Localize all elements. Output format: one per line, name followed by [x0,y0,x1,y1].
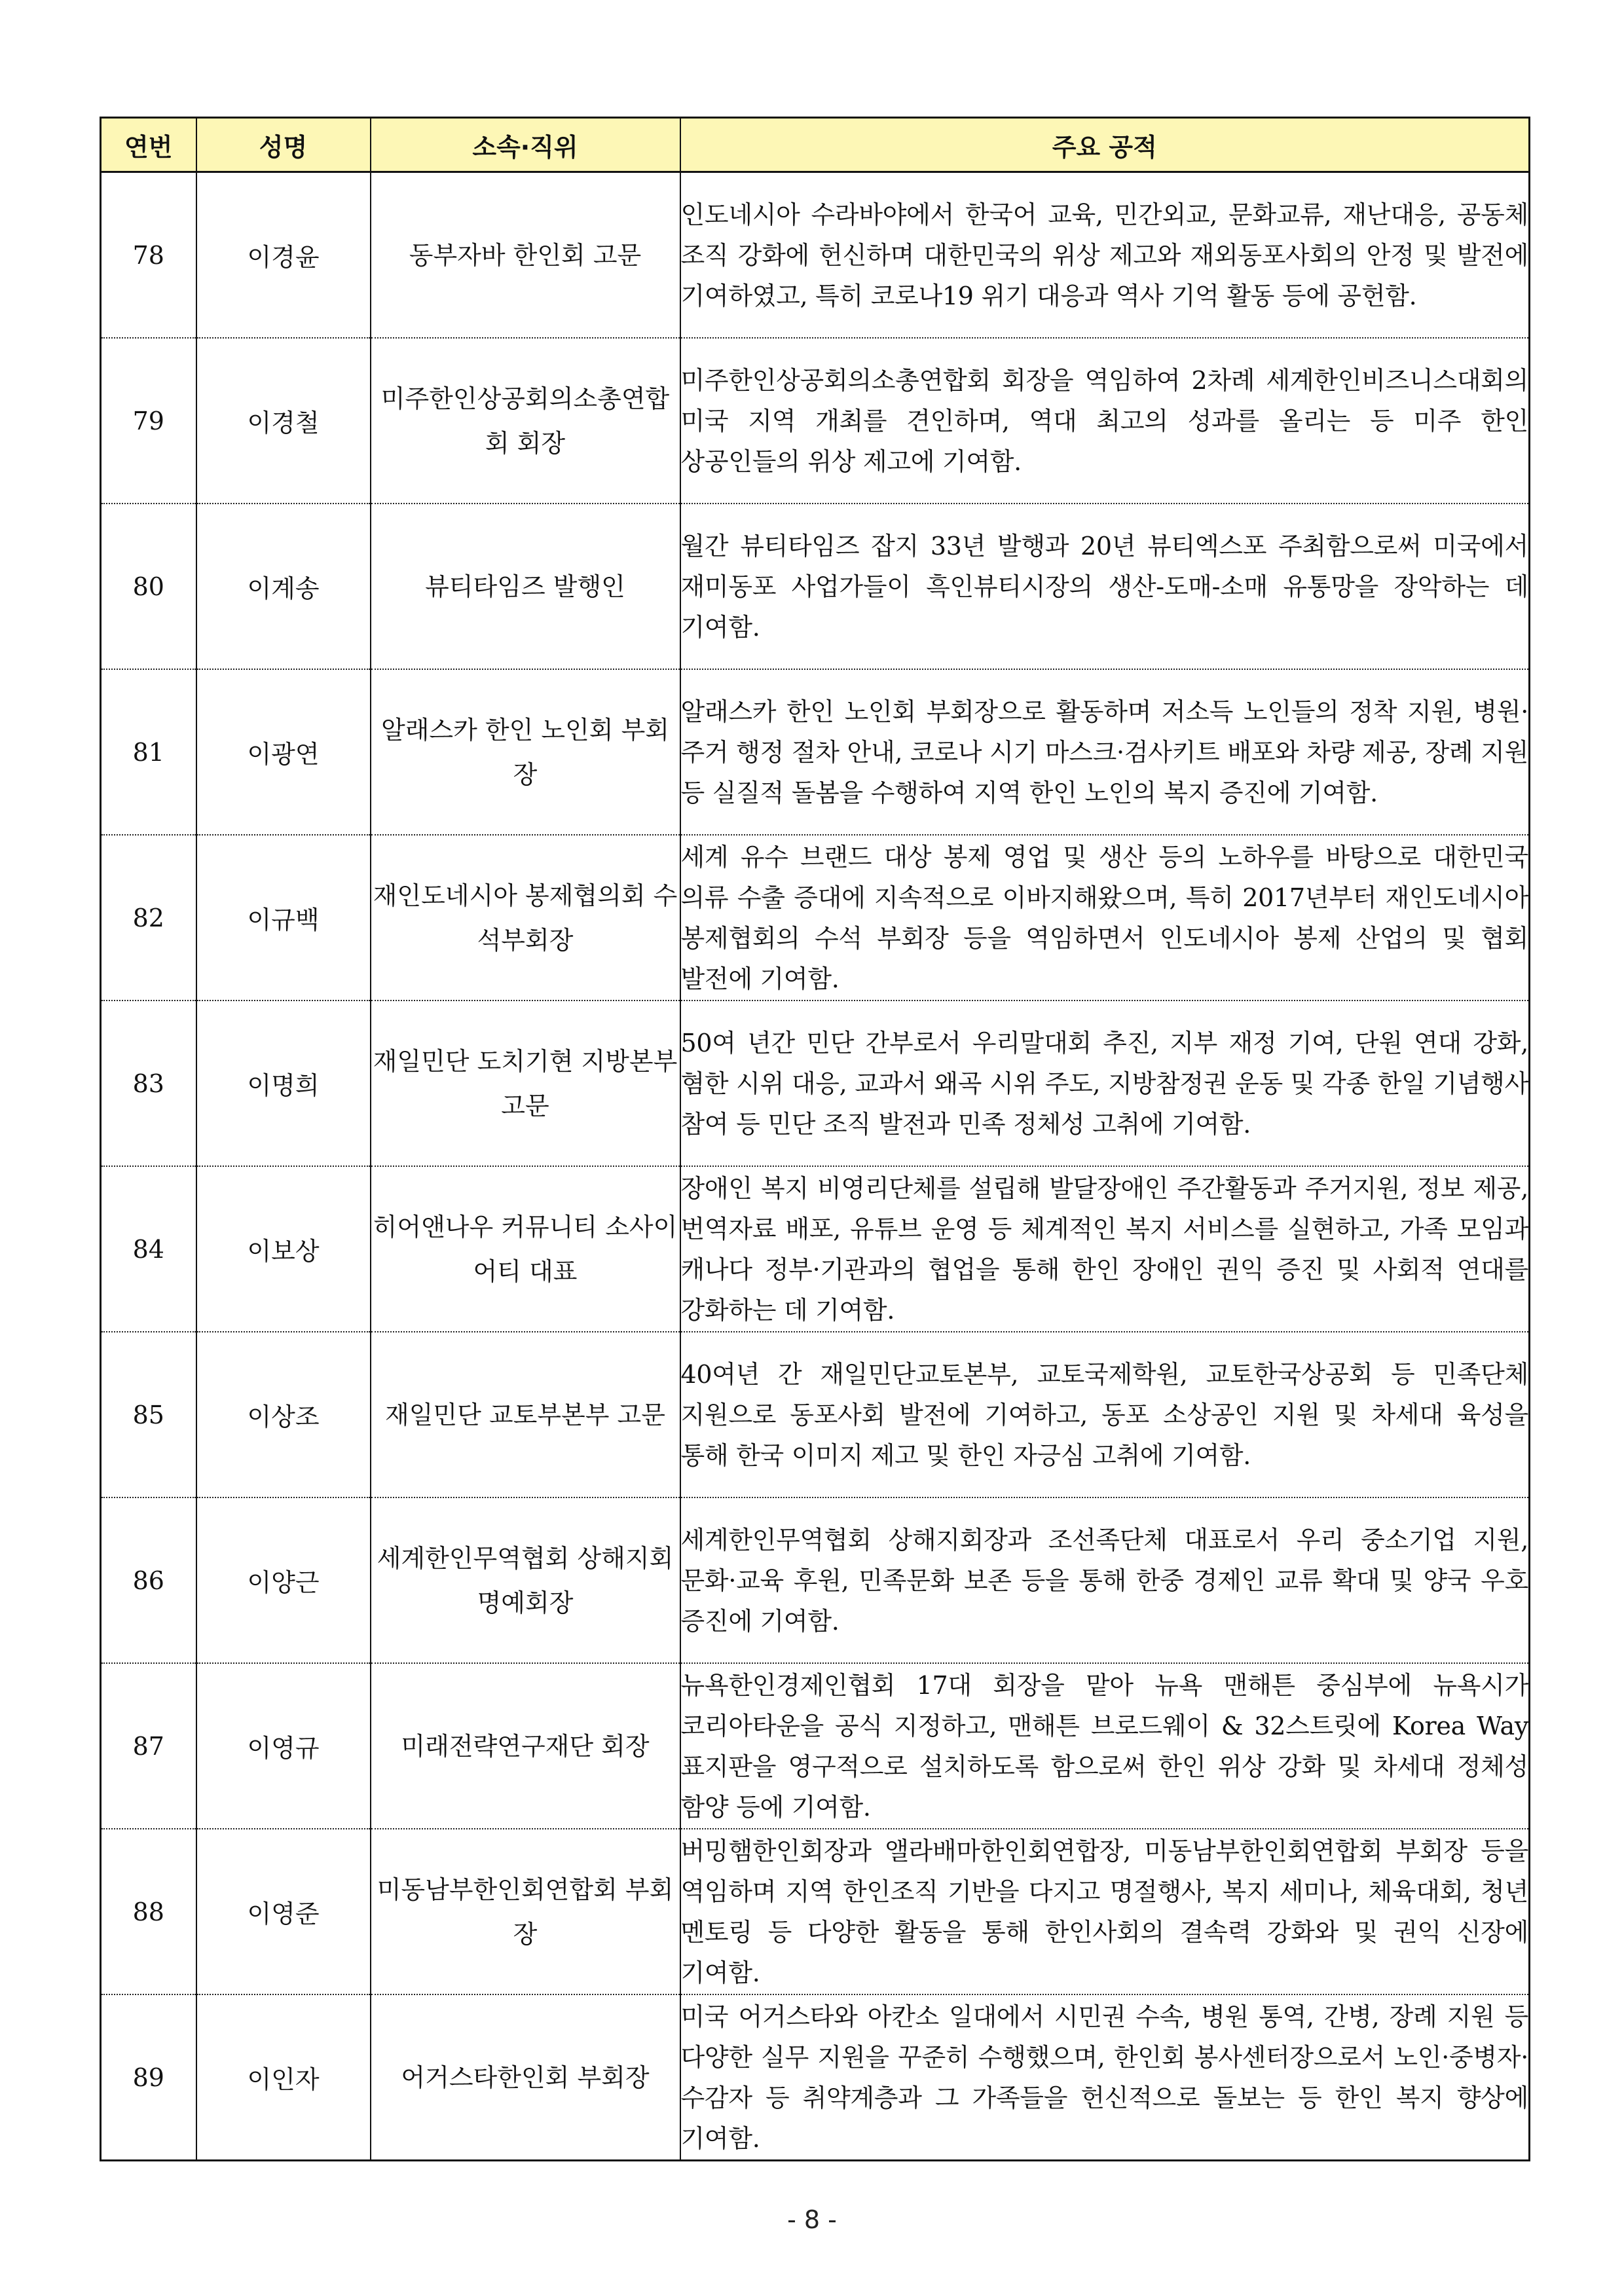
achievement-text: 40여년 간 재일민단교토본부, 교토국제학원, 교토한국상공회 등 민족단체 지원으로 동포사회 발전에 기여하고, 동포 소상공인 지원 및 차세대 육성을 통해 한국 이미지 제고 및 한인 자긍심 고취에 기여함. [680,1332,1530,1497]
person-name: 이계송 [196,504,371,669]
row-number: 84 [101,1166,196,1332]
achievement-text: 버밍햄한인회장과 앨라배마한인회연합장, 미동남부한인회연합회 부회장 등을 역임하며 지역 한인조직 기반을 다지고 명절행사, 복지 세미나, 체육대회, 청년 멘토링 등 다양한 활동을 통해 한인사회의 결속력 강화와 및 권익 신장에 기여함. [680,1829,1530,1994]
affiliation-title: 미동남부한인회연합회 부회장 [371,1829,680,1994]
row-number: 83 [101,1001,196,1166]
row-number: 85 [101,1332,196,1497]
person-name: 이경윤 [196,172,371,339]
person-name: 이보상 [196,1166,371,1332]
table-row [101,504,1530,669]
achievement-text: 월간 뷰티타임즈 잡지 33년 발행과 20년 뷰티엑스포 주최함으로써 미국에서 재미동포 사업가들이 흑인뷰티시장의 생산-도매-소매 유통망을 장악하는 데 기여함. [680,504,1530,669]
header-affiliation: 소속·직위 [371,118,680,172]
table-row [101,338,1530,504]
achievement-text: 인도네시아 수라바야에서 한국어 교육, 민간외교, 문화교류, 재난대응, 공동체 조직 강화에 헌신하며 대한민국의 위상 제고와 재외동포사회의 안정 및 발전에 기여하였고, 특히 코로나19 위기 대응과 역사 기억 활동 등에 공헌함. [680,172,1530,339]
row-number: 87 [101,1663,196,1829]
row-number: 82 [101,835,196,1001]
person-name: 이규백 [196,835,371,1001]
affiliation-title: 미래전략연구재단 회장 [371,1663,680,1829]
person-name: 이양근 [196,1497,371,1663]
affiliation-title: 동부자바 한인회 고문 [371,172,680,339]
header-achievement: 주요 공적 [680,118,1530,172]
person-name: 이상조 [196,1332,371,1497]
awards-table [100,117,1530,2161]
achievement-text: 세계한인무역협회 상해지회장과 조선족단체 대표로서 우리 중소기업 지원, 문화·교육 후원, 민족문화 보존 등을 통해 한중 경제인 교류 확대 및 양국 우호 증진에 기여함. [680,1497,1530,1663]
affiliation-title: 재인도네시아 봉제협의회 수석부회장 [371,835,680,1001]
affiliation-title: 뷰티타임즈 발행인 [371,504,680,669]
table-row [101,1166,1530,1332]
table-row [101,172,1530,339]
row-number: 88 [101,1829,196,1994]
affiliation-title: 미주한인상공회의소총연합회 회장 [371,338,680,504]
achievement-text: 알래스카 한인 노인회 부회장으로 활동하며 저소득 노인들의 정착 지원, 병원·주거 행정 절차 안내, 코로나 시기 마스크·검사키트 배포와 차량 제공, 장례 지원 등 실질적 돌봄을 수행하여 지역 한인 노인의 복지 증진에 기여함. [680,669,1530,835]
table-row [101,1829,1530,1994]
person-name: 이경철 [196,338,371,504]
header-name: 성명 [196,118,371,172]
table-header [101,118,1530,172]
achievement-text: 미국 어거스타와 아칸소 일대에서 시민권 수속, 병원 통역, 간병, 장례 지원 등 다양한 실무 지원을 꾸준히 수행했으며, 한인회 봉사센터장으로서 노인·중병자·수감자 등 취약계층과 그 가족들을 헌신적으로 돌보는 등 한인 복지 향상에 기여함. [680,1994,1530,2161]
affiliation-title: 재일민단 도치기현 지방본부 고문 [371,1001,680,1166]
achievement-text: 50여 년간 민단 간부로서 우리말대회 추진, 지부 재정 기여, 단원 연대 강화, 혐한 시위 대응, 교과서 왜곡 시위 주도, 지방참정권 운동 및 각종 한일 기념행사 참여 등 민단 조직 발전과 민족 정체성 고취에 기여함. [680,1001,1530,1166]
achievement-text: 세계 유수 브랜드 대상 봉제 영업 및 생산 등의 노하우를 바탕으로 대한민국 의류 수출 증대에 지속적으로 이바지해왔으며, 특히 2017년부터 재인도네시아 봉제협회의 수석 부회장 등을 역임하면서 인도네시아 봉제 산업의 및 협회 발전에 기여함. [680,835,1530,1001]
person-name: 이명희 [196,1001,371,1166]
achievement-text: 뉴욕한인경제인협회 17대 회장을 맡아 뉴욕 맨해튼 중심부에 뉴욕시가 코리아타운을 공식 지정하고, 맨해튼 브로드웨이 & 32스트릿에 Korea Way 표지판을 영구적으로 설치하도록 함으로써 한인 위상 강화 및 차세대 정체성 함양 등에 기여함. [680,1663,1530,1829]
table-row [101,669,1530,835]
table-row [101,835,1530,1001]
table-body [101,172,1530,2161]
row-number: 86 [101,1497,196,1663]
row-number: 81 [101,669,196,835]
person-name: 이광연 [196,669,371,835]
affiliation-title: 세계한인무역협회 상해지회 명예회장 [371,1497,680,1663]
affiliation-title: 어거스타한인회 부회장 [371,1994,680,2161]
row-number: 78 [101,172,196,339]
table-row [101,1497,1530,1663]
person-name: 이영규 [196,1663,371,1829]
table-row [101,1663,1530,1829]
row-number: 80 [101,504,196,669]
person-name: 이영준 [196,1829,371,1994]
row-number: 89 [101,1994,196,2161]
affiliation-title: 알래스카 한인 노인회 부회장 [371,669,680,835]
header-number: 연번 [101,118,196,172]
table-row [101,1332,1530,1497]
row-number: 79 [101,338,196,504]
page-number: - 8 - [787,2205,837,2234]
header-row [101,118,1530,172]
table-row [101,1994,1530,2161]
achievement-text: 장애인 복지 비영리단체를 설립해 발달장애인 주간활동과 주거지원, 정보 제공, 번역자료 배포, 유튜브 운영 등 체계적인 복지 서비스를 실현하고, 가족 모임과 캐나다 정부·기관과의 협업을 통해 한인 장애인 권익 증진 및 사회적 연대를 강화하는 데 기여함. [680,1166,1530,1332]
table-row [101,1001,1530,1166]
affiliation-title: 히어앤나우 커뮤니티 소사이어티 대표 [371,1166,680,1332]
achievement-text: 미주한인상공회의소총연합회 회장을 역임하여 2차례 세계한인비즈니스대회의 미국 지역 개최를 견인하며, 역대 최고의 성과를 올리는 등 미주 한인 상공인들의 위상 제고에 기여함. [680,338,1530,504]
person-name: 이인자 [196,1994,371,2161]
affiliation-title: 재일민단 교토부본부 고문 [371,1332,680,1497]
